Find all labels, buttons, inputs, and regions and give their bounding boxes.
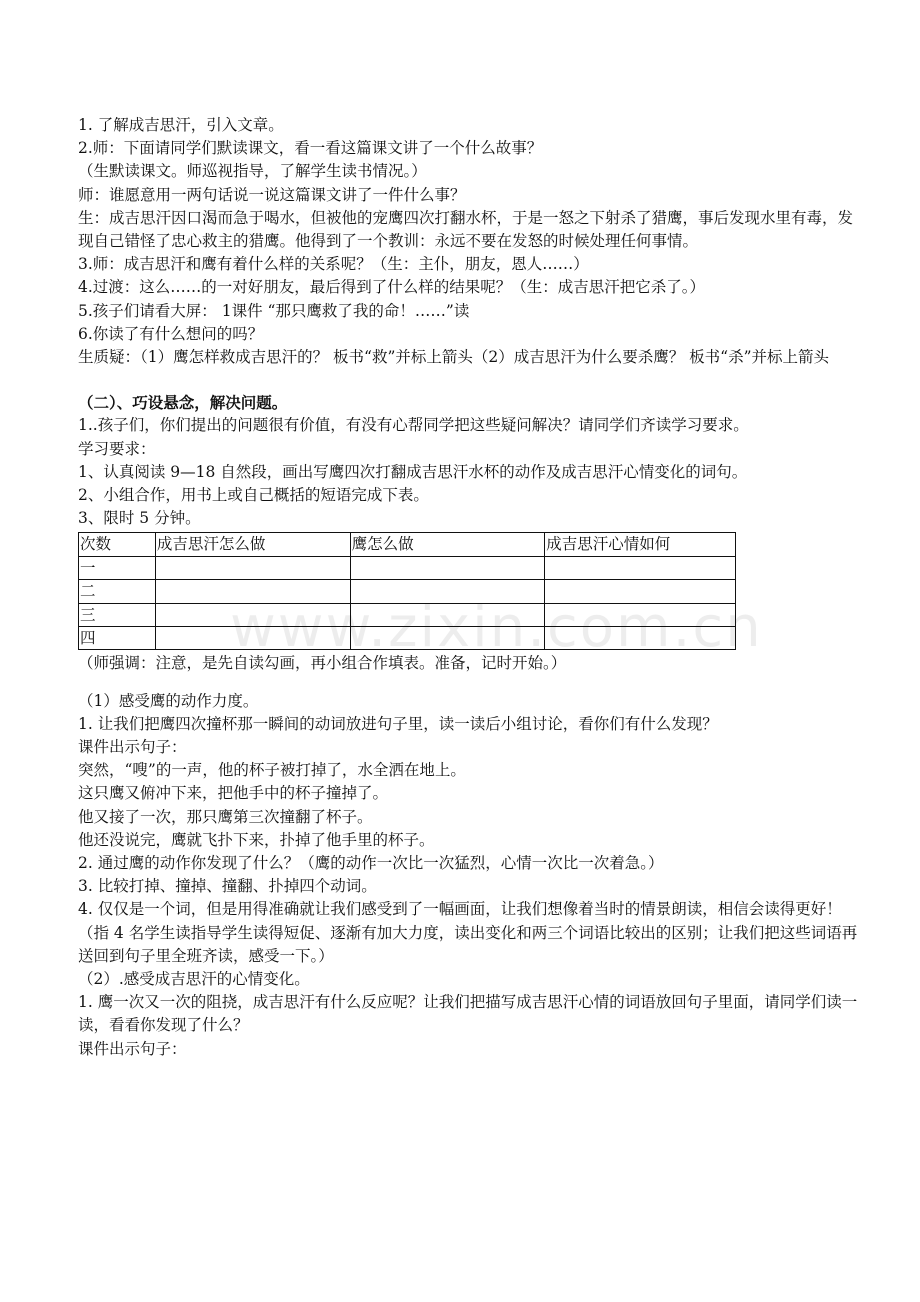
paragraph: 他还没说完，鹰就飞扑下来，扑掉了他手里的杯子。 — [78, 830, 435, 849]
paragraph: 课件出示句子： — [78, 1039, 187, 1058]
table-cell[interactable] — [350, 580, 545, 603]
table-header-row — [79, 533, 736, 556]
table-cell[interactable] — [155, 556, 350, 579]
paragraph: 1. 鹰一次又一次的阻挠，成吉思汗有什么反应呢？让我们把描写成吉思汗心情的词语放回句子里面，请同学们读一读，看看你发现了什么？ — [78, 993, 858, 1035]
spacer — [78, 676, 860, 690]
watermark: www.zixin.com.cn — [230, 595, 763, 660]
table-cell[interactable] — [155, 580, 350, 603]
table-header-cell: 成吉思汗怎么做 — [155, 533, 350, 556]
table-row — [79, 627, 736, 650]
paragraph: 4.过渡：这么……的一对好朋友，最后得到了什么样的结果呢？（生：成吉思汗把它杀了。） — [78, 278, 706, 297]
spacer — [78, 369, 860, 391]
table-cell[interactable] — [350, 627, 545, 650]
table-cell[interactable] — [545, 556, 736, 579]
paragraph: 他又接了一次，那只鹰第三次撞翻了杯子。 — [78, 807, 373, 826]
worksheet-table — [78, 532, 736, 650]
table-header-cell: 鹰怎么做 — [350, 533, 545, 556]
table-cell[interactable] — [350, 603, 545, 626]
table-cell[interactable] — [545, 627, 736, 650]
paragraph: 5.孩子们请看大屏： 1课件 “那只鹰救了我的命！……”读 — [78, 301, 470, 320]
lesson-content — [78, 114, 860, 1061]
table-cell[interactable] — [545, 603, 736, 626]
paragraph: 这只鹰又俯冲下来，把他手中的杯子撞掉了。 — [78, 784, 389, 803]
paragraph: （1）感受鹰的动作力度。 — [78, 691, 259, 710]
table-cell: 三 — [79, 603, 156, 626]
table-row — [79, 603, 736, 626]
table-note: （师强调：注意，是先自读勾画，再小组合作填表。准备，记时开始。） — [78, 654, 567, 673]
section-analysis — [78, 690, 860, 1061]
table-header-cell: 成吉思汗心情如何 — [545, 533, 736, 556]
paragraph: 1. 让我们把鹰四次撞杯那一瞬间的动词放进句子里，读一读后小组讨论，看你们有什么发现？ — [78, 714, 718, 733]
table-row — [79, 580, 736, 603]
table-cell: 二 — [79, 580, 156, 603]
paragraph: 2. 通过鹰的动作你发现了什么？（鹰的动作一次比一次猛烈，心情一次比一次着急。） — [78, 854, 664, 873]
section-heading: （二）、巧设悬念，解决问题。 — [78, 393, 288, 413]
paragraph: 4. 仅仅是一个词，但是用得准确就让我们感受到了一幅画面，让我们想像着当时的情景朗读，相信会读得更好！（指 4 名学生读指导学生读得短促、逐渐有加大力度，读出变化和两三个词语比较出的区别；让我们把这些词语再送回到句子里全班齐读，感受一下。） — [78, 900, 858, 965]
section-intro — [78, 114, 860, 369]
paragraph: 1..孩子们，你们提出的问题很有价值，有没有心帮同学把这些疑问解决？请同学们齐读学习要求。 — [78, 416, 749, 435]
table-header-cell: 次数 — [79, 533, 156, 556]
paragraph: 师：谁愿意用一两句话说一说这篇课文讲了一件什么事？ — [78, 185, 466, 204]
paragraph: 1、认真阅读 9—18 自然段，画出写鹰四次打翻成吉思汗水杯的动作及成吉思汗心情变化的词句。 — [78, 462, 748, 481]
table-cell: 四 — [79, 627, 156, 650]
section-suspense — [78, 391, 860, 675]
paragraph: 3、限时 5 分钟。 — [78, 509, 201, 528]
table-cell[interactable] — [350, 556, 545, 579]
paragraph: 突然，“嗖”的一声，他的杯子被打掉了，水全洒在地上。 — [78, 761, 466, 780]
paragraph: 学习要求： — [78, 439, 156, 458]
paragraph: （2）.感受成吉思汗的心情变化。 — [78, 970, 310, 989]
paragraph: 生：成吉思汗因口渴而急于喝水，但被他的宠鹰四次打翻水杯，于是一怒之下射杀了猎鹰，事后发现水里有毒，发现自己错怪了忠心救主的猎鹰。他得到了一个教训：永远不要在发怒的时候处理任何事情。 — [78, 208, 854, 251]
paragraph: 6.你读了有什么想问的吗？ — [78, 324, 264, 343]
table-cell[interactable] — [155, 603, 350, 626]
paragraph: 2、小组合作，用书上或自己概括的短语完成下表。 — [78, 486, 429, 505]
paragraph: 1. 了解成吉思汗，引入文章。 — [78, 116, 284, 134]
paragraph: 课件出示句子： — [78, 738, 187, 757]
paragraph: （生默读课文。师巡视指导，了解学生读书情况。） — [78, 162, 427, 181]
table-cell[interactable] — [545, 580, 736, 603]
paragraph: 3.师：成吉思汗和鹰有着什么样的关系呢？（生：主仆，朋友，恩人……） — [78, 255, 589, 274]
table-cell: 一 — [79, 556, 156, 579]
paragraph: 3. 比较打掉、撞掉、撞翻、扑掉四个动词。 — [78, 877, 377, 896]
table-cell[interactable] — [155, 627, 350, 650]
paragraph: 生质疑：（1）鹰怎样救成吉思汗的？ 板书“救”并标上箭头（2）成吉思汗为什么要杀鹰？ 板书“杀”并标上箭头 — [78, 348, 830, 367]
table-row — [79, 556, 736, 579]
paragraph: 2.师：下面请同学们默读课文，看一看这篇课文讲了一个什么故事？ — [78, 139, 543, 158]
